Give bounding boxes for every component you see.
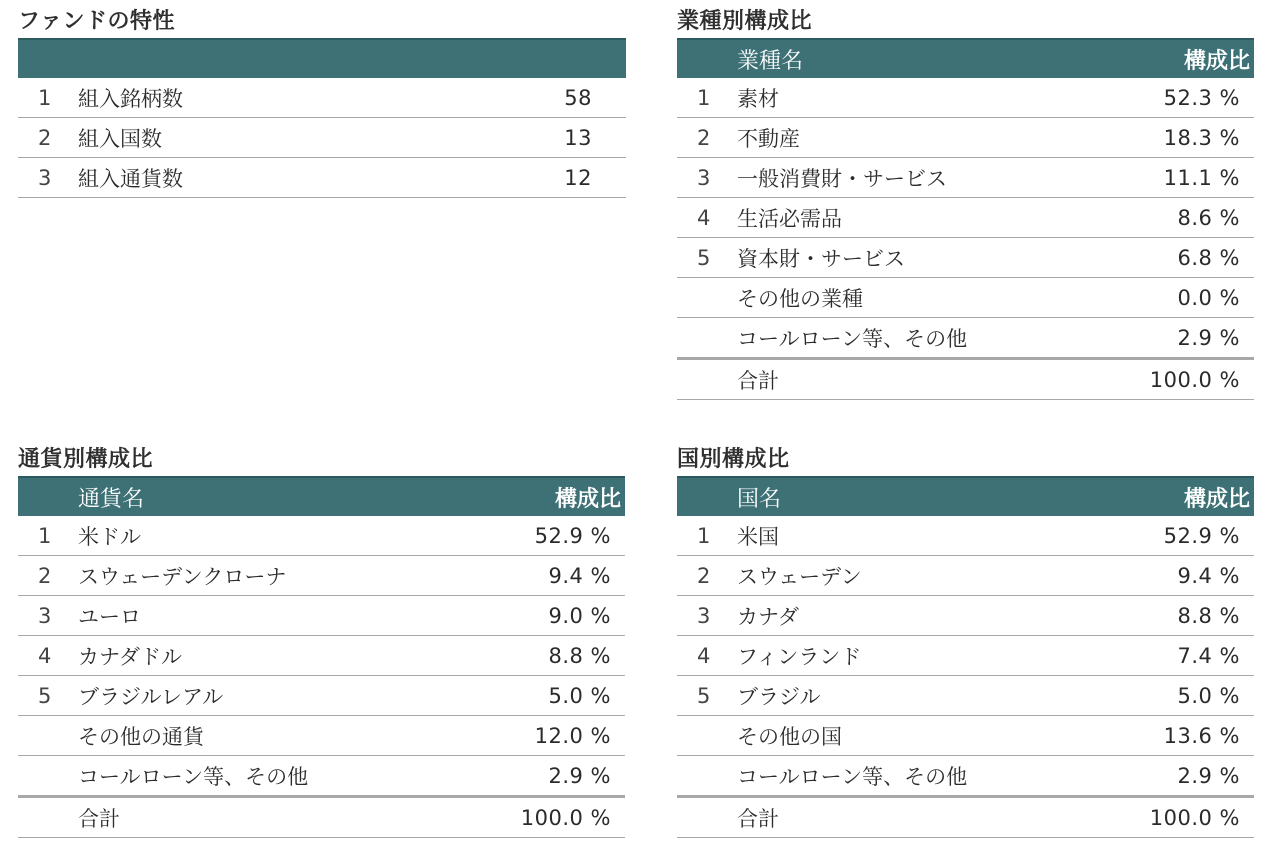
rank: 5 [697,683,711,708]
currency-value: 12.0 % [534,723,611,748]
rank: 2 [38,563,52,588]
rank: 2 [697,563,711,588]
total-label: 合計 [78,806,120,831]
sector-value: 11.1 % [1163,165,1240,190]
currency-value: 5.0 % [548,683,611,708]
fund-characteristics-panel [18,6,626,198]
sector-value: 18.3 % [1163,125,1240,150]
rank: 1 [697,523,711,548]
currency-table-header [18,476,625,516]
item-value: 13 [564,125,592,150]
sector-name: 資本財・サービス [737,246,905,271]
currency-name: ユーロ [78,604,141,629]
rank: 5 [697,245,711,270]
table-row [18,158,626,198]
currency-name: その他の通貨 [78,724,204,749]
country-name: 米国 [737,524,779,549]
rank: 4 [697,643,711,668]
country-name: その他の国 [737,724,842,749]
currency-name: カナダドル [78,644,182,669]
currency-value: 9.4 % [548,563,611,588]
table-row [18,556,625,596]
rank: 1 [38,85,52,110]
rank: 2 [697,125,711,150]
table-row [677,596,1254,636]
table-row [677,198,1254,238]
currency-name: スウェーデンクローナ [78,564,287,589]
country-ratio-header: 構成比 [1183,486,1250,512]
country-breakdown-panel [677,444,1254,838]
table-row [18,78,626,118]
rank: 4 [697,205,711,230]
table-row [677,756,1254,796]
sector-breakdown-panel [677,6,1254,400]
item-value: 58 [564,85,592,110]
rank: 5 [38,683,52,708]
currency-ratio-header: 構成比 [554,486,621,512]
sector-name: 生活必需品 [737,206,842,231]
country-value: 9.4 % [1177,563,1240,588]
sector-table-header [677,38,1254,78]
table-row [677,716,1254,756]
country-value: 52.9 % [1163,523,1240,548]
sector-name: その他の業種 [737,286,863,311]
currency-name: 米ドル [78,524,141,549]
table-row [18,636,625,676]
country-value: 2.9 % [1177,763,1240,788]
sector-ratio-header: 構成比 [1183,48,1250,74]
rank: 4 [38,643,52,668]
sector-name: 素材 [737,86,779,111]
table-row [677,318,1254,358]
item-value: 12 [564,165,592,190]
table-row [677,278,1254,318]
sector-breakdown-title: 業種別構成比 [677,9,813,34]
country-table-header [677,476,1254,516]
sector-value: 52.3 % [1163,85,1240,110]
total-row [677,358,1254,400]
table-row [18,118,626,158]
sector-name-header: 業種名 [737,48,804,74]
currency-name: ブラジルレアル [78,684,224,709]
fund-characteristics-header [18,38,626,78]
currency-name-header: 通貨名 [78,486,145,512]
country-value: 8.8 % [1177,603,1240,628]
country-value: 5.0 % [1177,683,1240,708]
table-row [18,716,625,756]
total-value: 100.0 % [520,805,611,830]
country-name: カナダ [737,604,799,629]
total-value: 100.0 % [1149,805,1240,830]
item-name: 組入通貨数 [78,166,183,191]
rank: 1 [38,523,52,548]
table-row [18,756,625,796]
table-row [677,158,1254,198]
table-row [677,118,1254,158]
rank: 3 [697,603,711,628]
rank: 2 [38,125,52,150]
sector-value: 6.8 % [1177,245,1240,270]
sector-name: コールローン等、その他 [737,326,968,351]
total-row [18,796,625,838]
sector-value: 0.0 % [1177,285,1240,310]
total-label: 合計 [737,806,779,831]
currency-value: 9.0 % [548,603,611,628]
country-breakdown-title: 国別構成比 [677,447,790,472]
rank: 3 [38,165,52,190]
country-name-header: 国名 [737,486,782,512]
currency-breakdown-title: 通貨別構成比 [18,447,154,472]
country-value: 7.4 % [1177,643,1240,668]
table-row [18,516,625,556]
total-value: 100.0 % [1149,367,1240,392]
table-row [18,676,625,716]
country-value: 13.6 % [1163,723,1240,748]
currency-breakdown-panel [18,444,625,838]
currency-name: コールローン等、その他 [78,764,309,789]
country-name: ブラジル [737,684,821,709]
sector-name: 不動産 [737,126,800,151]
country-name: フィンランド [737,644,862,669]
rank: 3 [697,165,711,190]
table-row [677,78,1254,118]
currency-value: 52.9 % [534,523,611,548]
rank: 3 [38,603,52,628]
currency-value: 8.8 % [548,643,611,668]
sector-name: 一般消費財・サービス [737,166,947,191]
sector-value: 8.6 % [1177,205,1240,230]
total-row [677,796,1254,838]
table-row [18,596,625,636]
table-row [677,636,1254,676]
table-row [677,516,1254,556]
country-name: スウェーデン [737,564,862,589]
table-row [677,676,1254,716]
table-row [677,556,1254,596]
sector-value: 2.9 % [1177,325,1240,350]
table-row [677,238,1254,278]
item-name: 組入銘柄数 [78,86,183,111]
rank: 1 [697,85,711,110]
total-label: 合計 [737,368,779,393]
item-name: 組入国数 [78,126,162,151]
currency-value: 2.9 % [548,763,611,788]
fund-characteristics-title: ファンドの特性 [18,9,176,34]
country-name: コールローン等、その他 [737,764,968,789]
